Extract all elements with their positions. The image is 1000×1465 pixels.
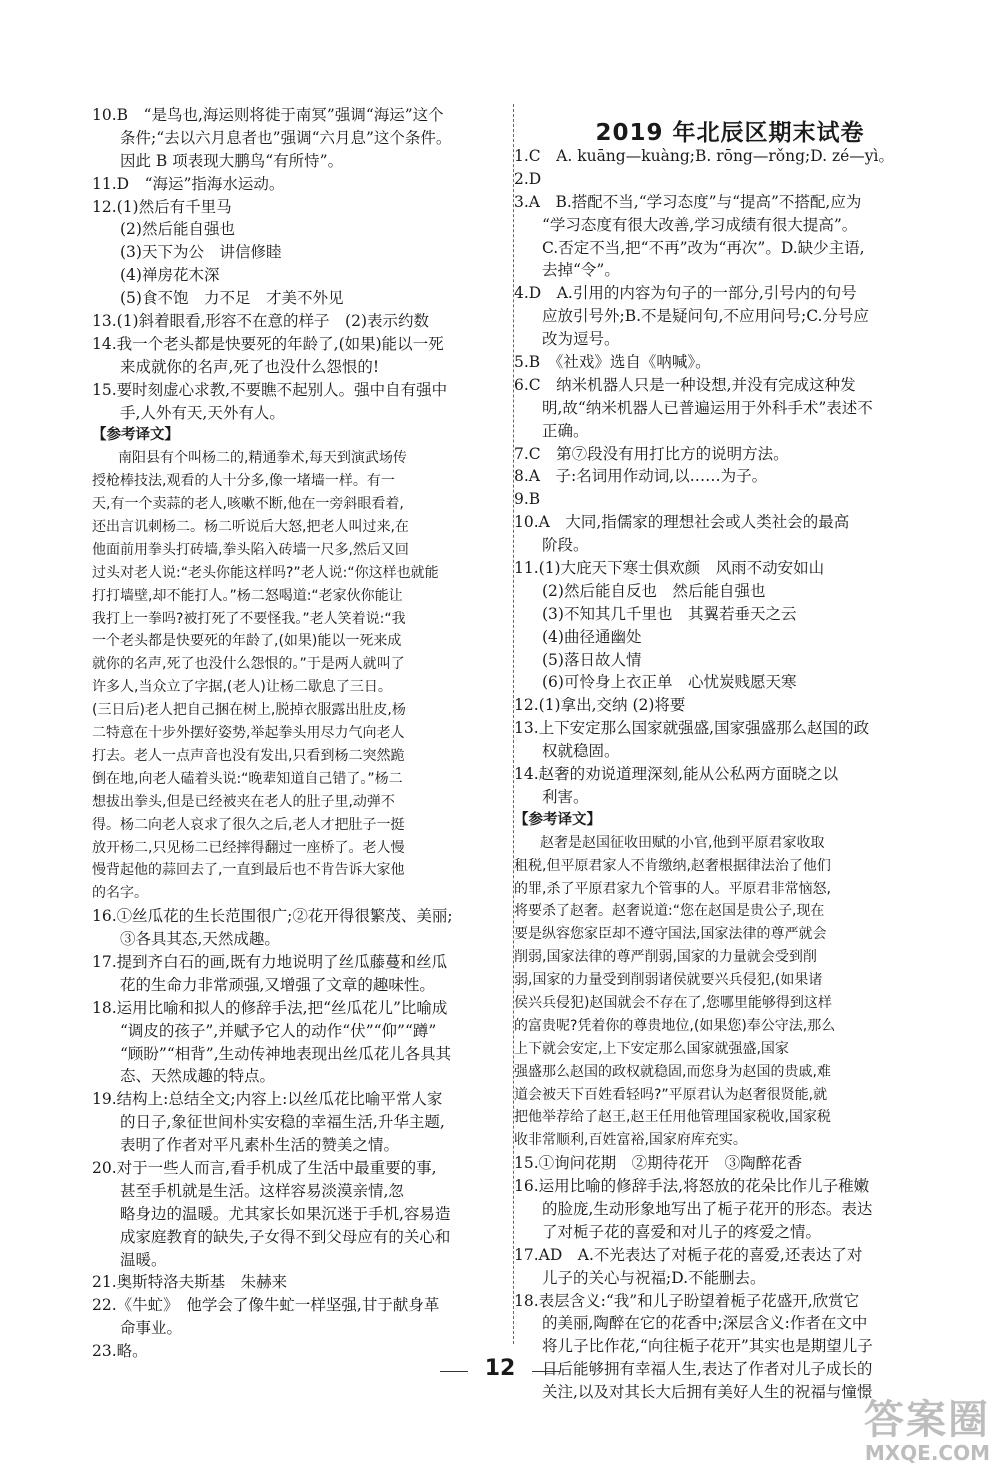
answer-line: 弱,国家的力量受到削弱诸侯就要兴兵侵犯,(如果诸	[514, 972, 823, 989]
answer-line: 【参考译文】	[92, 427, 179, 444]
answer-line: 14.我一个老头都是快要死的年龄了,(如果)能以一死	[92, 334, 444, 353]
answer-line: 收非常顺利,百姓富裕,国家府库充实。	[514, 1132, 747, 1149]
answer-line: “顾盼”“相背”,生动传神地表现出丝瓜花儿各具其	[120, 1044, 452, 1063]
answer-line: 【参考译文】	[514, 811, 601, 828]
answer-line: 应放引号外;B.不是疑问句,不应用问号;C.分号应	[542, 307, 869, 326]
answer-line: 日后能够拥有幸福人生,表达了作者对儿子成长的	[542, 1360, 873, 1379]
answer-line: 21.奥斯特洛夫斯基 朱赫来	[92, 1273, 288, 1292]
answer-line: 10.A 大同,指儒家的理想社会或人类社会的最高	[514, 513, 850, 532]
answer-line: 18.运用比喻和拟人的修辞手法,把“丝瓜花儿”比喻成	[92, 998, 448, 1017]
page-footer	[440, 1356, 560, 1386]
answer-line: 得。杨二向老人哀求了很久之后,老人才把肚子一挺	[92, 816, 405, 833]
answer-line: 慢背起他的蒜回去了,一直到最后也不肯告诉大家他	[92, 862, 405, 879]
answer-line: 13.(1)斜着眼看,形容不在意的样子 (2)表示约数	[92, 312, 429, 331]
answer-line: 的脸庞,生动形象地写出了栀子花开的形态。表达	[542, 1199, 873, 1218]
answer-line: 明,故“纳米机器人已普遍运用于外科手术”表述不	[542, 398, 873, 417]
answer-line: 二特意在十步外摆好姿势,举起拳头用尽力气向老人	[92, 725, 405, 742]
answer-line: “调皮的孩子”,并赋予它人的动作“伏”“仰”“蹲”	[120, 1021, 437, 1040]
answer-line: 态、天然成趣的特点。	[120, 1067, 276, 1086]
answer-line: 的日子,象征世间朴实安稳的幸福生活,升华主题,	[120, 1113, 445, 1132]
answer-line: 正确。	[542, 421, 589, 440]
answer-line: 16.运用比喻的修辞手法,将怒放的花朵比作儿子稚嫩	[514, 1177, 870, 1196]
answer-line: 许多人,当众立了字据,(老人)让杨二歇息了三日。	[92, 679, 392, 696]
answer-line: 削弱,国家法律的尊严削弱,国家的力量就会受到削	[514, 949, 817, 966]
answer-line: 的罪,杀了平原君家九个管事的人。平原君非常恼怒,	[514, 880, 831, 897]
answer-line: 14.赵奢的劝说道理深刻,能从公私两方面晓之以	[514, 765, 839, 784]
answer-line: 要是纵容您家臣却不遵守国法,国家法律的尊严就会	[514, 926, 827, 943]
answer-line: 改为逗号。	[542, 330, 620, 349]
page-number: 12	[484, 1356, 516, 1381]
answer-line: 6.C 纳米机器人只是一种设想,并没有完成这种发	[514, 375, 856, 394]
answer-line: 12.(1)拿出,交纳 (2)将要	[514, 696, 686, 715]
answer-line: 花的生命力非常顽强,又增强了文章的趣味性。	[120, 975, 435, 994]
answer-line: (3)天下为公 讲信修睦	[120, 243, 282, 262]
answer-line: 17.AD A.不光表达了对栀子花的喜爱,还表达了对	[514, 1245, 863, 1264]
answer-line: 过头对老人说:“老头你能这样吗?”老人说:“你这样也就能	[92, 564, 439, 581]
watermark-url: MXQE.COM	[864, 1441, 990, 1465]
answer-line: (6)可怜身上衣正单 心忧炭贱愿天寒	[542, 673, 797, 692]
answer-line: 打打墙壁,却不能打人。”杨二怒喝道:“老家伙你能让	[92, 587, 403, 604]
answer-line: 表明了作者对平凡素朴生活的赞美之情。	[120, 1136, 400, 1155]
left-answer-column	[92, 104, 510, 1363]
answer-line: 5.B 《社戏》选自《呐喊》。	[514, 353, 711, 372]
answer-line: 15.要时刻虚心求教,不要瞧不起别人。强中自有强中	[92, 380, 448, 399]
answer-line: 7.C 第⑦段没有用打比方的说明方法。	[514, 444, 789, 463]
answer-line: 条件;“去以六月息者也”强调“六月息”这个条件。	[120, 128, 452, 147]
answer-line: 把他举荐给了赵王,赵王任用他管理国家税收,国家税	[514, 1109, 831, 1126]
answer-line: 的富贵呢?凭着你的尊贵地位,(如果您)奉公守法,那么	[514, 1017, 836, 1034]
answer-line: 16.①丝瓜花的生长范围很广;②花开得很繁茂、美丽;	[92, 907, 453, 926]
answer-line: 13.上下安定那么国家就强盛,国家强盛那么赵国的政	[514, 719, 870, 738]
answer-line: 关注,以及对其长大后拥有美好人生的祝福与憧憬	[542, 1383, 873, 1402]
answer-line: (5)落日故人情	[542, 650, 642, 669]
answer-line: 想拔出拳头,但是已经被夹在老人的肚子里,动弹不	[92, 793, 395, 810]
answer-line: 将儿子比作花,“向往栀子花开”其实也是期望儿子	[542, 1337, 873, 1356]
answer-line: 22.《牛虻》 他学会了像牛虻一样坚强,甘于献身革	[92, 1296, 440, 1315]
answer-line: 道会被天下百姓看轻吗?”平原君认为赵奢很贤能,就	[514, 1086, 828, 1103]
answer-line: 9.B	[514, 490, 541, 509]
answer-line: 18.表层含义:“我”和儿子盼望着栀子花盛开,欣赏它	[514, 1291, 860, 1310]
answer-line: 2.D	[514, 169, 542, 188]
answer-line: (三日后)老人把自己捆在树上,脱掉衣服露出肚皮,杨	[92, 702, 406, 719]
answer-line: 11.(1)大庇天下寒士俱欢颜 风雨不动安如山	[514, 559, 825, 578]
answer-line: 温暖。	[120, 1250, 167, 1269]
footer-rule-right	[532, 1371, 560, 1372]
answer-line: 17.提到齐白石的画,既有力地说明了丝瓜藤蔓和丝瓜	[92, 952, 448, 971]
answer-line: 手,人外有天,天外有人。	[120, 403, 285, 422]
answer-line: (2)然后能自强也	[120, 220, 235, 239]
answer-line: 4.D A.引用的内容为句子的一部分,引号内的句号	[514, 284, 857, 303]
answer-line: C.否定不当,把“不再”改为“再次”。D.缺少主语,	[542, 238, 865, 257]
answer-line: 12.(1)然后有千里马	[92, 197, 232, 216]
answer-line: (4)禅房花木深	[120, 266, 220, 285]
answer-line: 一个老头都是快要死的年龄了,(如果)能以一死来成	[92, 633, 402, 650]
exam-title: 2019 年北辰区期末试卷	[595, 120, 865, 146]
watermark-logo: 答案圈	[864, 1397, 990, 1443]
answer-line: 授枪棒技法,观看的人十分多,像一堵墙一样。有一	[92, 473, 395, 490]
answer-line: 了对栀子花的喜爱和对儿子的疼爱之情。	[542, 1222, 822, 1241]
answer-line: 甚至手机就是生活。这样容易淡漠亲情,忽	[120, 1181, 404, 1200]
answer-line: 15.①询问花期 ②期待花开 ③陶醉花香	[514, 1154, 803, 1173]
answer-line: 略身边的温暖。尤其家长如果沉迷于手机,容易造	[120, 1204, 451, 1223]
answer-line: (5)食不饱 力不足 才美不外见	[120, 289, 344, 308]
answer-line: 成家庭教育的缺失,子女得不到父母应有的关心和	[120, 1227, 451, 1246]
answer-line: 打去。老人一点声音也没有发出,只看到杨二突然跪	[92, 747, 405, 764]
answer-line: 放开杨二,只见杨二已经摔得翻过一座桥了。老人慢	[92, 839, 405, 856]
answer-line: 上下就会安定,上下安定那么国家就强盛,国家	[514, 1040, 789, 1057]
answer-line: (4)曲径通幽处	[542, 627, 642, 646]
answer-line: 因此 B 项表现大鹏鸟“有所恃”。	[120, 151, 344, 170]
answer-line: 11.D “海运”指海水运动。	[92, 174, 285, 193]
answer-line: 就你的名声,死了也没什么怨恨的。”于是两人就叫了	[92, 656, 405, 673]
answer-line: 租税,但平原君家人不肯缴纳,赵奢根据律法治了他们	[514, 857, 831, 874]
answer-line: 利害。	[542, 787, 589, 806]
answer-line: 强盛那么赵国的政权就稳固,而您身为赵国的贵戚,难	[514, 1063, 831, 1080]
right-answer-column	[514, 104, 944, 1404]
answer-line: 倒在地,向老人磕着头说:“晚辈知道自己错了。”杨二	[92, 770, 403, 787]
answer-line: “学习态度有很大改善,学习成绩有很大提高”。	[542, 215, 858, 234]
answer-line: 19.结构上:总结全文;内容上:以丝瓜花比喻平常人家	[92, 1090, 443, 1109]
answer-line: 将要杀了赵奢。赵奢说道:“您在赵国是贵公子,现在	[514, 903, 825, 920]
watermark	[780, 1388, 990, 1465]
answer-line: 侯兴兵侵犯)赵国就会不存在了,您哪里能够得到这样	[514, 994, 832, 1011]
answer-line: 儿子的关心与祝福;D.不能删去。	[542, 1268, 766, 1287]
answer-line: 命事业。	[120, 1319, 183, 1338]
answer-line: 10.B “是鸟也,海运则将徙于南冥”强调“海运”这个	[92, 106, 444, 124]
answer-line: 赵奢是赵国征收田赋的小官,他到平原君家收取	[540, 834, 825, 851]
answer-line: 的美丽,陶醉在它的花香中;深层含义:作者在文中	[542, 1314, 868, 1333]
answer-line: 1.C A. kuāng—kuàng;B. rōng—rǒng;D. zé—yì。	[514, 147, 894, 165]
answer-line: 南阳县有个叫杨二的,精通拳术,每天到演武场传	[118, 450, 407, 467]
answer-line: 8.A 子:名词用作动词,以……为子。	[514, 467, 768, 486]
answer-line: 来成就你的名声,死了也没什么怨恨的!	[120, 357, 380, 376]
answer-line: ③各具其态,天然成趣。	[120, 930, 280, 949]
answer-line: 20.对于一些人而言,看手机成了生活中最重要的事,	[92, 1158, 437, 1177]
answer-line: 去掉“令”。	[542, 261, 620, 280]
answer-line: 权就稳固。	[542, 742, 620, 761]
answer-line: 他面前用拳头打砖墙,拳头陷入砖墙一尺多,然后又回	[92, 541, 409, 558]
answer-line: 阶段。	[542, 536, 589, 555]
answer-line: 还出言讥刺杨二。杨二听说后大怒,把老人叫过来,在	[92, 519, 409, 536]
answer-line: 天,有一个卖蒜的老人,咳嗽不断,他在一旁斜眼看着,	[92, 496, 404, 513]
answer-line: (3)不知其几千里也 其翼若垂天之云	[542, 604, 797, 623]
answer-line: 的名字。	[92, 885, 148, 902]
answer-line: 我打上一拳吗?被打死了不要怪我。”老人笑着说:“我	[92, 610, 406, 627]
answer-line: (2)然后能自反也 然后能自强也	[542, 581, 766, 600]
answer-line: 23.略。	[92, 1342, 148, 1361]
answer-line: 3.A B.搭配不当,“学习态度”与“提高”不搭配,应为	[514, 192, 862, 211]
